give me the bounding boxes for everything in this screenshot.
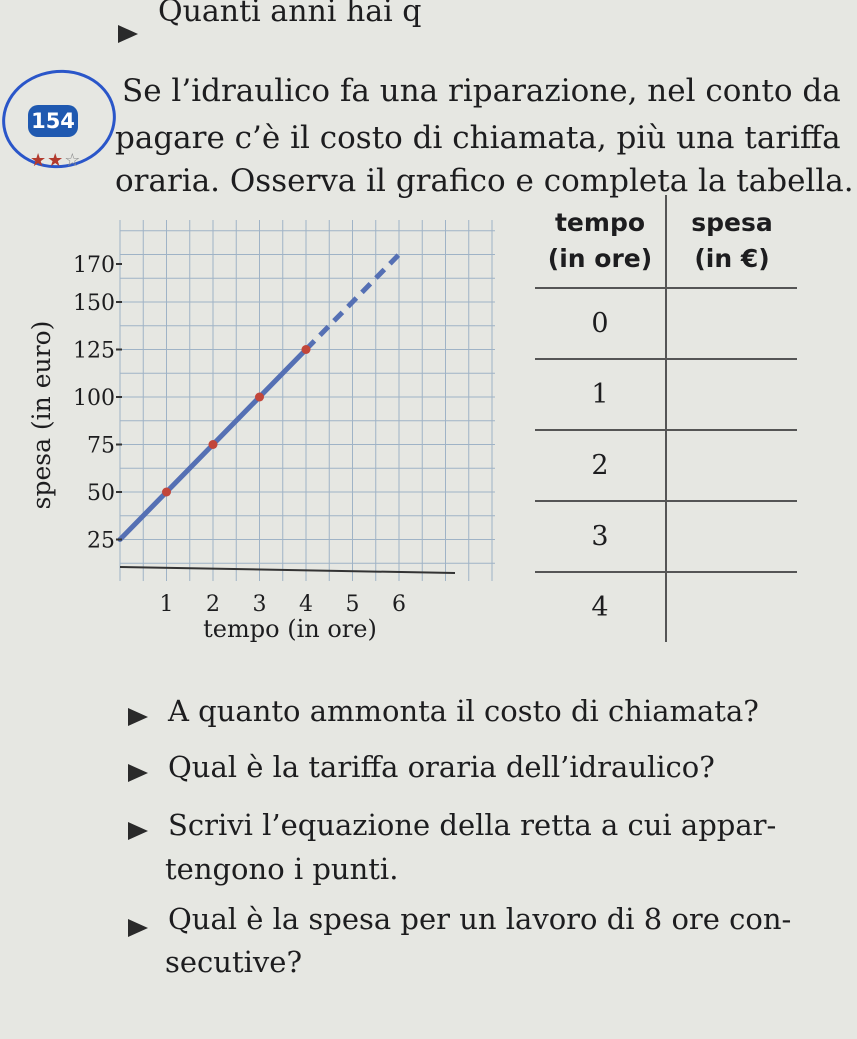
y-tick-label: 75 — [87, 433, 115, 459]
y-axis-label: spesa (in euro) — [27, 320, 56, 510]
table-row — [535, 288, 797, 359]
bullet-arrow-icon — [128, 764, 148, 782]
problem-text-line: oraria. Osserva il grafico e completa la tabella. — [115, 163, 854, 199]
x-tick-label: 4 — [299, 592, 313, 617]
y-tick-label: 170 — [73, 253, 115, 278]
table-cell-spesa[interactable] — [666, 430, 797, 501]
x-tick-label: 5 — [345, 592, 360, 617]
bullet-arrow-icon — [128, 708, 148, 726]
y-tick-label: 50 — [87, 481, 115, 506]
table-header-tempo — [535, 195, 666, 288]
difficulty-stars — [30, 150, 81, 171]
header-line: tempo — [554, 208, 646, 237]
question-text: Qual è la tariffa oraria dell’idraulico? — [168, 750, 715, 784]
x-tick-label: 3 — [252, 592, 267, 617]
table-row — [535, 359, 797, 430]
question-text: Scrivi l’equazione della retta a cui appar- — [168, 808, 777, 842]
bullet-arrow-icon — [128, 822, 148, 840]
table-cell-tempo: 3 — [535, 501, 666, 572]
star-empty-icon: ☆ — [64, 150, 82, 171]
chart-grid — [120, 220, 495, 581]
bullet-arrow-icon — [118, 25, 138, 43]
data-point — [209, 440, 218, 449]
x-axis-label: tempo (in ore) — [203, 615, 377, 643]
y-axis-ticks — [73, 253, 122, 554]
table-row — [535, 430, 797, 501]
data-point — [255, 393, 264, 402]
table-cell-tempo: 1 — [535, 359, 666, 430]
star-filled-icon: ★ — [47, 150, 65, 171]
table-cell-tempo: 0 — [535, 288, 666, 359]
y-tick-label: 25 — [87, 528, 115, 554]
header-line: spesa — [691, 208, 773, 237]
y-tick-label: 150 — [73, 291, 115, 316]
y-tick-label: 125 — [73, 338, 115, 364]
x-axis-line — [120, 567, 455, 573]
x-tick-label: 2 — [206, 592, 220, 617]
data-point — [162, 488, 171, 497]
table-cell-spesa[interactable] — [666, 288, 797, 359]
data-table — [535, 195, 797, 642]
table-cell-spesa[interactable] — [666, 359, 797, 430]
chart — [20, 205, 510, 650]
table-row — [535, 572, 797, 642]
bullet-arrow-icon — [128, 919, 148, 937]
table-cell-tempo: 2 — [535, 430, 666, 501]
problem-text-line: Se l’idraulico fa una riparazione, nel conto da — [122, 73, 841, 109]
question-text: A quanto ammonta il costo di chiamata? — [168, 694, 759, 728]
question-text: Qual è la spesa per un lavoro di 8 ore con- — [168, 902, 792, 936]
previous-question-text: Quanti anni hai q — [158, 0, 422, 29]
table-row — [535, 501, 797, 572]
header-line: (in €) — [694, 244, 770, 273]
x-tick-label: 1 — [159, 592, 174, 617]
table-header-spesa — [666, 195, 797, 288]
table-cell-spesa[interactable] — [666, 501, 797, 572]
question-text: tengono i punti. — [165, 852, 399, 886]
problem-text-line: pagare c’è il costo di chiamata, più una tariffa — [115, 120, 841, 156]
table-cell-spesa[interactable] — [666, 572, 797, 642]
problem-number: 154 — [28, 105, 78, 137]
header-line: (in ore) — [547, 244, 653, 273]
table-cell-tempo: 4 — [535, 572, 666, 642]
data-point — [302, 345, 311, 354]
y-tick-label: 100 — [73, 386, 115, 411]
question-text: secutive? — [165, 945, 302, 979]
star-filled-icon: ★ — [30, 150, 48, 171]
x-axis-ticks — [160, 592, 407, 617]
x-tick-label: 6 — [392, 592, 406, 617]
